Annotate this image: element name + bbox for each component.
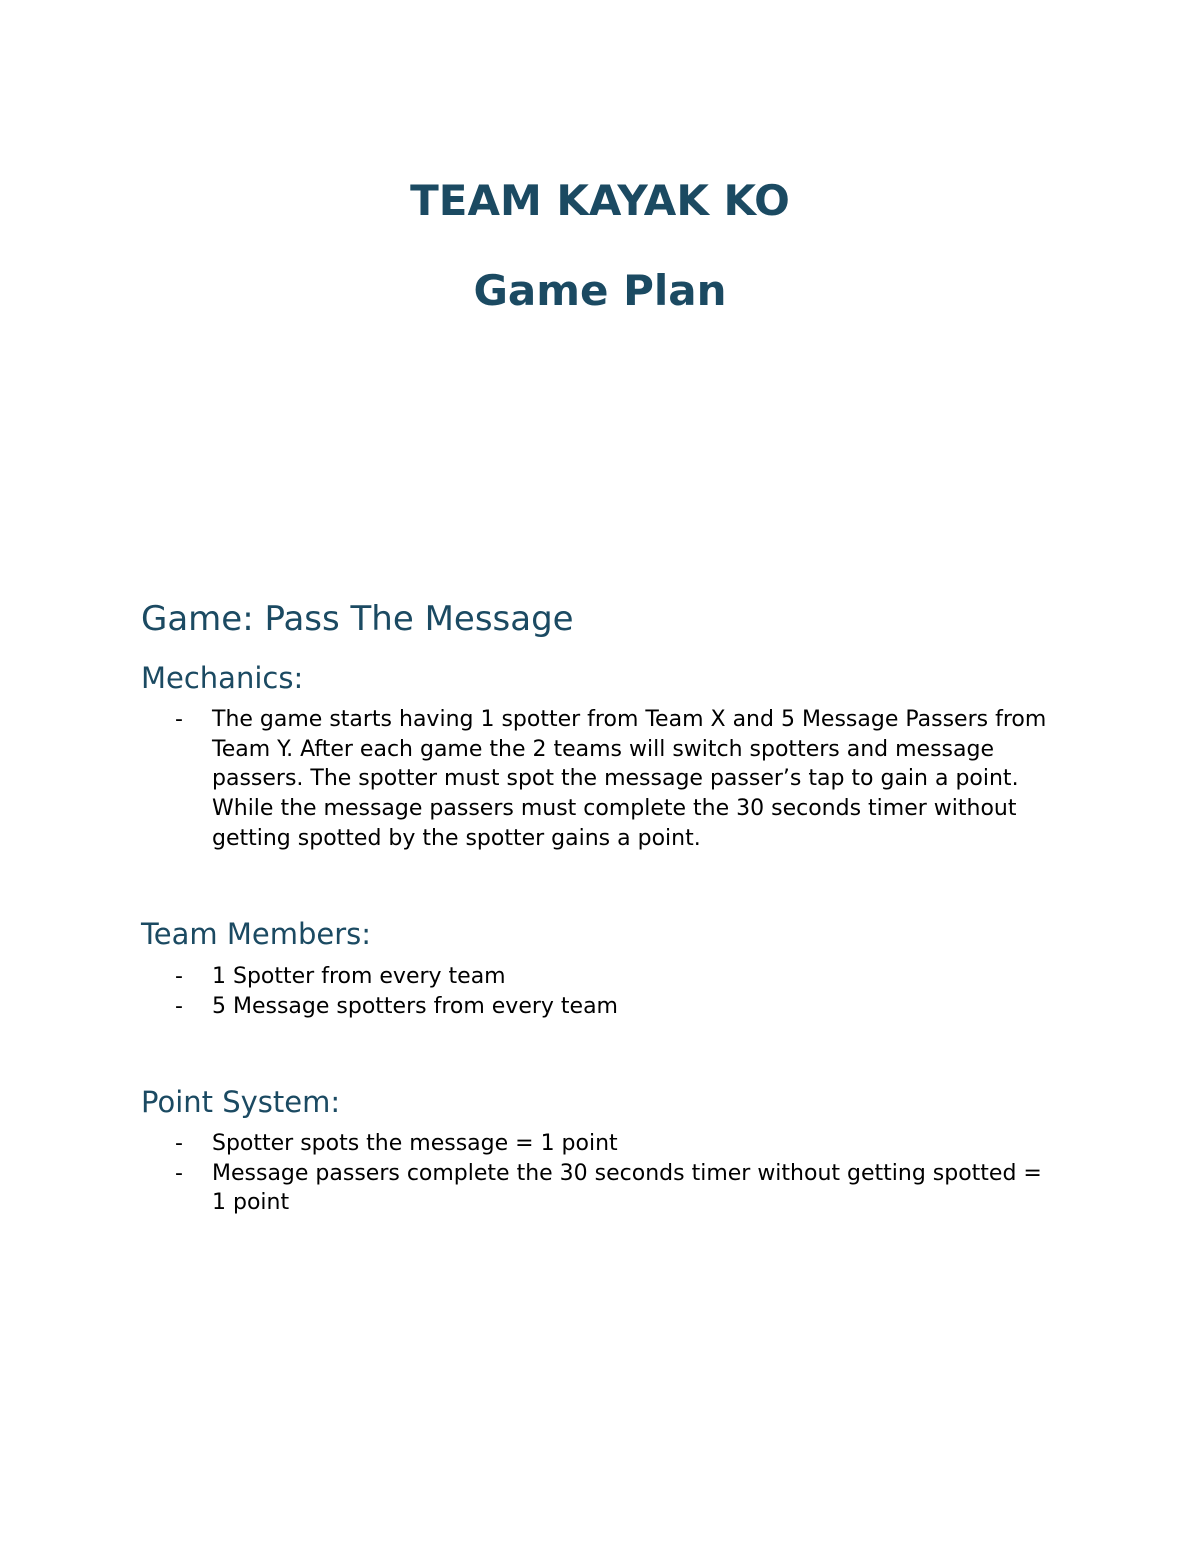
list-item xyxy=(141,962,1061,992)
list-item-text: Spotter spots the message = 1 point xyxy=(212,1131,618,1156)
list-item xyxy=(141,1159,1061,1218)
list-item xyxy=(141,992,1061,1022)
list-item xyxy=(141,705,1061,854)
team-members-heading: Team Members: xyxy=(141,917,372,951)
document-subtitle: Game Plan xyxy=(473,266,727,315)
point-system-list xyxy=(141,1129,1061,1218)
list-item xyxy=(141,1129,1061,1159)
list-item-text: The game starts having 1 spotter from Team X and 5 Message Passers from Team Y. After each game the 2 teams will switch spotters and message passers. The spotter must spot the message passer’s tap to gain a point. While the message passers must complete the 30 seconds timer without getting spotted by the spotter gains a point. xyxy=(212,707,1047,851)
list-item-text: 1 Spotter from every team xyxy=(212,964,506,989)
document-title: TEAM KAYAK KO xyxy=(410,176,790,225)
bullet-dash: - xyxy=(175,1131,183,1156)
mechanics-heading: Mechanics: xyxy=(141,661,304,695)
team-members-list xyxy=(141,962,1061,1021)
bullet-dash: - xyxy=(175,707,183,732)
bullet-dash: - xyxy=(175,993,183,1019)
game-heading: Game: Pass The Message xyxy=(141,599,574,639)
bullet-dash: - xyxy=(175,1160,183,1186)
mechanics-list xyxy=(141,705,1061,854)
point-system-heading: Point System: xyxy=(141,1085,341,1119)
list-item-text: 5 Message spotters from every team xyxy=(212,993,618,1019)
list-item-text: Message passers complete the 30 seconds timer without getting spotted = 1 point xyxy=(212,1160,1042,1216)
bullet-dash: - xyxy=(175,964,183,989)
